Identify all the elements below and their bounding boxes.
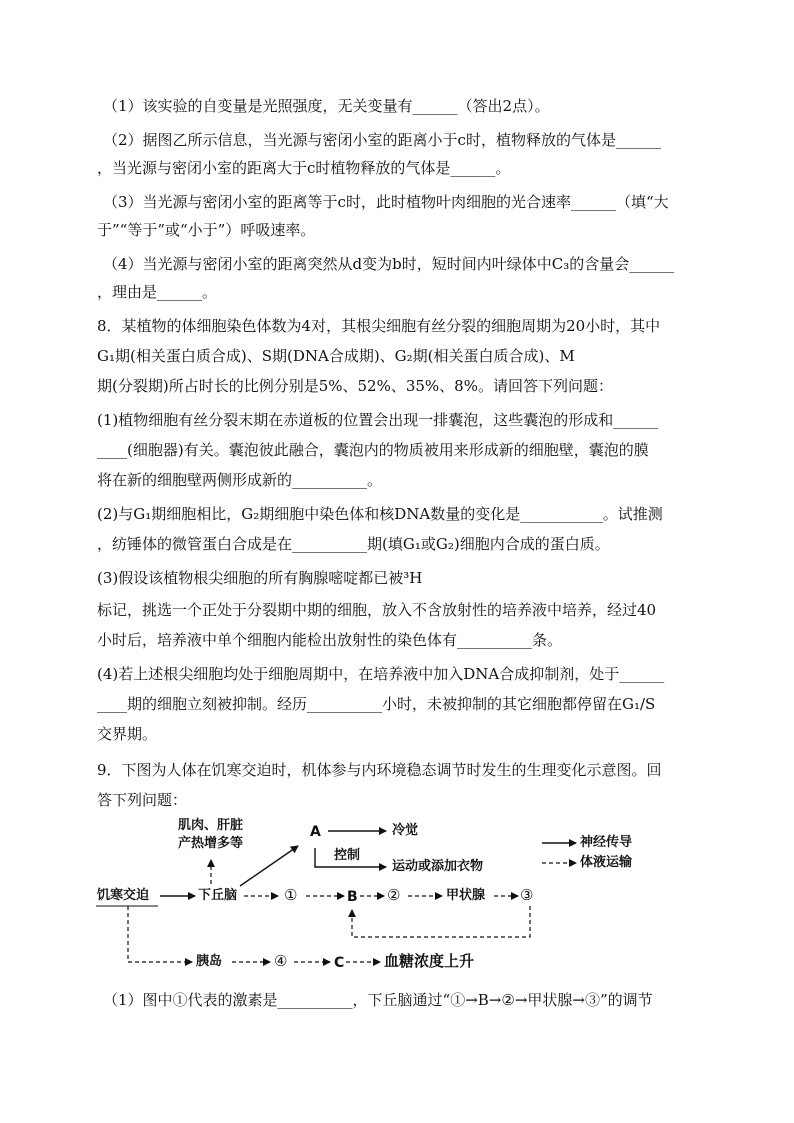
q7-item-3-line2: 于”“等于”或“小于”）呼吸速率。: [97, 221, 316, 239]
q8-item-4-line3: 交界期。: [97, 725, 158, 743]
diagram-hormone-4: ④: [274, 952, 288, 970]
q8-item-4-line1: (4)若上述根尖细胞均处于细胞周期中，在培养液中加入DNA合成抑制剂，处于______: [97, 665, 665, 683]
diagram-control-label: 控制: [334, 848, 361, 863]
diagram-hormone-2: ②: [387, 886, 401, 904]
q8-item-3-line3: 小时后，培养液中单个细胞内能检出放射性的染色体有__________条。: [97, 631, 563, 649]
diagram-hormone-3: ③: [520, 886, 534, 904]
diagram-islet: 胰岛: [196, 954, 223, 969]
diagram-heat-increase: 产热增多等: [178, 836, 244, 851]
q8-stem-line1: 8．某植物的体细胞染色体数为4对，其根尖细胞有丝分裂的细胞周期为20小时，其中: [97, 317, 661, 335]
diagram-node-c: C: [334, 955, 345, 971]
diagram-hypothalamus: 下丘脑: [198, 888, 238, 903]
q7-item-4-line2: ，理由是______。: [97, 283, 218, 301]
diagram-node-a: A: [310, 824, 321, 840]
q8-item-2-line2: ，纺锤体的微管蛋白合成是在__________期(填G₁或G₂)细胞内合成的蛋白质。: [97, 535, 610, 553]
q7-item-3-line1: （3）当光源与密闭小室的距离等于c时，此时植物叶肉细胞的光合速率______（填“大: [103, 193, 669, 211]
q7-item-1: （1）该实验的自变量是光照强度，无关变量有______（答出2点）。: [103, 97, 550, 115]
q8-item-3-line2: 标记，挑选一个正处于分裂期中期的细胞，放入不含放射性的培养液中培养，经过40: [97, 601, 657, 619]
diagram-hunger-cold: 饥寒交迫: [97, 888, 150, 903]
q7-item-2-line2: ，当光源与密闭小室的距离大于c时植物释放的气体是______。: [97, 159, 511, 177]
q8-stem-line2: G₁期(相关蛋白质合成)、S期(DNA合成期)、G₂期(相关蛋白质合成)、M: [97, 347, 575, 365]
q9-stem-line2: 答下列问题：: [97, 791, 188, 809]
q9-item-1-line1: （1）图中①代表的激素是__________，下丘脑通过“①→B→②→甲状腺→③”的调节: [103, 991, 653, 1009]
q9-stem-line1: 9．下图为人体在饥寒交迫时，机体参与内环境稳态调节时发生的生理变化示意图。回: [97, 761, 662, 779]
legend-body-fluid-transport: 体液运输: [580, 855, 633, 870]
legend-nerve-conduction: 神经传导: [580, 835, 633, 850]
q8-stem-line3: 期(分裂期)所占时长的比例分别是5%、52%、35%、8%。请回答下列问题：: [97, 377, 613, 395]
q8-item-1-line1: (1)植物细胞有丝分裂末期在赤道板的位置会出现一排囊泡，这些囊泡的形成和______: [97, 411, 659, 429]
q8-item-1-line2: ____(细胞器)有关。囊泡彼此融合，囊泡内的物质被用来形成新的细胞壁，囊泡的膜: [97, 441, 649, 459]
diagram-muscle-liver: 肌肉、肝脏: [178, 818, 244, 833]
diagram-cold-sense: 冷觉: [392, 823, 419, 838]
q8-item-4-line2: ____期的细胞立刻被抑制。经历__________小时，未被抑制的其它细胞都停留在G₁/S: [97, 695, 656, 713]
q7-item-2-line1: （2）据图乙所示信息，当光源与密闭小室的距离小于c时，植物释放的气体是______: [103, 131, 661, 149]
diagram-blood-glucose-rise: 血糖浓度上升: [384, 952, 475, 970]
diagram-hormone-1: ①: [284, 886, 298, 904]
q8-item-1-line3: 将在新的细胞壁两侧形成新的__________。: [97, 471, 383, 489]
q7-item-4-line1: （4）当光源与密闭小室的距离突然从d变为b时，短时间内叶绿体中C₃的含量会______: [103, 255, 675, 273]
q8-item-2-line1: (2)与G₁期细胞相比，G₂期细胞中染色体和核DNA数量的变化是___________。试推测: [97, 505, 663, 523]
q8-item-3-line1: (3)假设该植物根尖细胞的所有胸腺嘧啶都已被³H: [97, 569, 423, 587]
diagram-node-b: B: [347, 889, 358, 905]
diagram-thyroid: 甲状腺: [446, 888, 486, 903]
diagram-action: 运动或添加衣物: [392, 859, 484, 874]
